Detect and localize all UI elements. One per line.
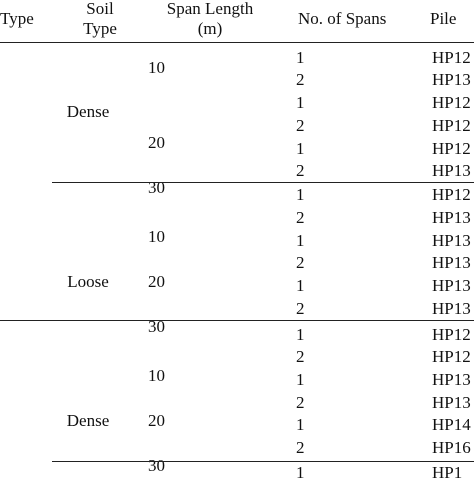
num-spans-cell: 2	[296, 347, 305, 366]
pile-cell: HP12	[432, 139, 471, 158]
pile-cell: HP12	[432, 325, 471, 344]
num-spans-cell: 1	[296, 48, 305, 67]
num-spans-cell: 1	[296, 325, 305, 344]
pile-cell: HP12	[432, 93, 471, 112]
span-length-cell: 30	[148, 317, 165, 336]
pile-cell: HP14	[432, 415, 471, 434]
header-span-line1: Span Length	[166, 0, 254, 18]
num-spans-cell: 1	[296, 139, 305, 158]
span-length-cell: 30	[148, 178, 165, 197]
pile-cell: HP13	[432, 208, 471, 227]
num-spans-cell: 2	[296, 438, 305, 457]
pile-cell: HP13	[432, 231, 471, 250]
span-length-cell: 30	[148, 456, 165, 475]
pile-cell: HP13	[432, 393, 471, 412]
pile-cell: HP12	[432, 347, 471, 366]
group-rule	[52, 182, 474, 183]
num-spans-cell: 1	[296, 276, 305, 295]
num-spans-cell: 2	[296, 70, 305, 89]
num-spans-cell: 1	[296, 231, 305, 250]
header-soil-line2: Type	[83, 19, 117, 38]
num-spans-cell: 1	[296, 415, 305, 434]
pile-cell: HP13	[432, 70, 471, 89]
section-rule	[0, 320, 474, 321]
pile-cell: HP13	[432, 253, 471, 272]
num-spans-cell: 2	[296, 299, 305, 318]
num-spans-cell: 2	[296, 253, 305, 272]
span-length-cell: 20	[148, 411, 165, 430]
span-length-cell: 20	[148, 272, 165, 291]
span-length-cell: 10	[148, 227, 165, 246]
num-spans-cell: 1	[296, 370, 305, 389]
header-soil-line1: Soil	[86, 0, 114, 18]
pile-cell: HP1	[432, 463, 463, 482]
span-length-cell: 10	[148, 366, 165, 385]
header-span-line2: (m)	[197, 19, 223, 38]
soil-type-cell: Dense	[66, 411, 110, 430]
num-spans-cell: 2	[296, 393, 305, 412]
span-length-cell: 10	[148, 58, 165, 77]
span-length-cell: 20	[148, 133, 165, 152]
pile-cell: HP13	[432, 161, 471, 180]
pile-cell: HP13	[432, 370, 471, 389]
num-spans-cell: 2	[296, 208, 305, 227]
soil-type-cell: Dense	[66, 102, 110, 121]
header-type: Type	[0, 9, 34, 28]
num-spans-cell: 1	[296, 93, 305, 112]
pile-cell: HP13	[432, 299, 471, 318]
soil-type-cell: Loose	[67, 272, 109, 291]
header-pile: Pile	[430, 9, 457, 28]
pile-cell: HP12	[432, 48, 471, 67]
num-spans-cell: 1	[296, 185, 305, 204]
header-rule	[0, 42, 474, 43]
pile-cell: HP16	[432, 438, 471, 457]
pile-cell: HP13	[432, 276, 471, 295]
pile-cell: HP12	[432, 185, 471, 204]
header-num-spans: No. of Spans	[298, 9, 387, 28]
group-rule	[52, 461, 474, 462]
num-spans-cell: 2	[296, 161, 305, 180]
num-spans-cell: 1	[296, 463, 305, 482]
pile-cell: HP12	[432, 116, 471, 135]
num-spans-cell: 2	[296, 116, 305, 135]
